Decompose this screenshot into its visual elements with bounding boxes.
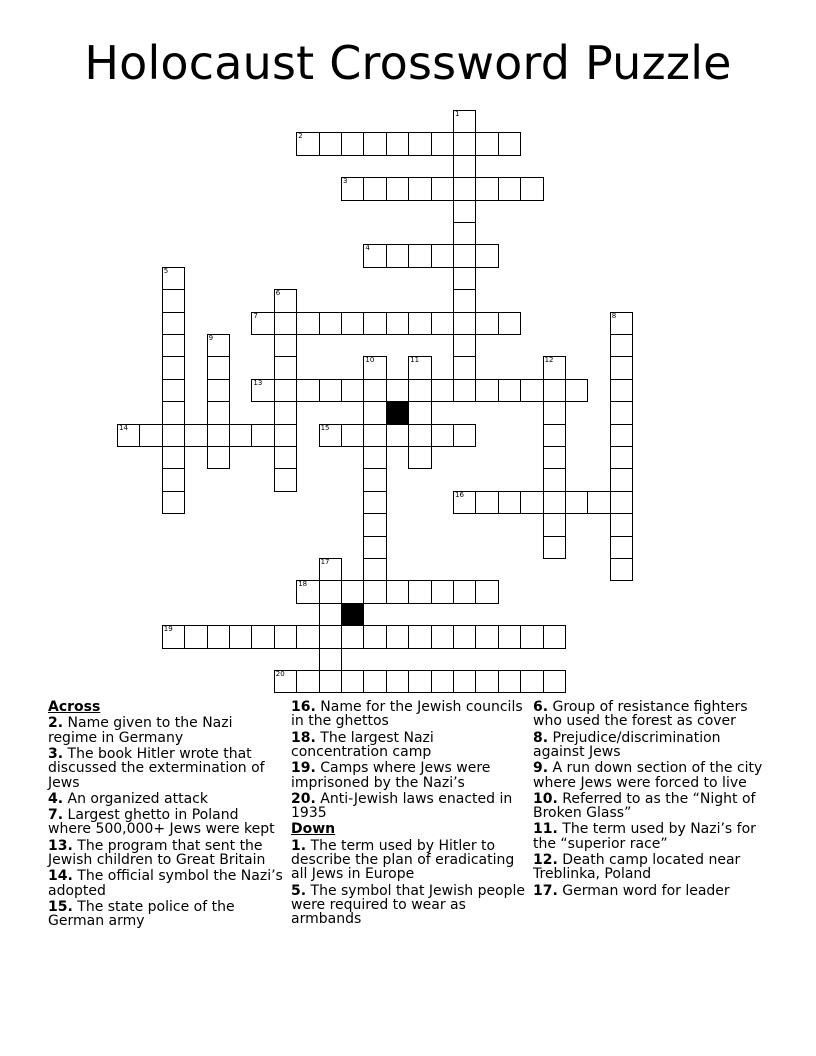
grid-cell[interactable]	[408, 424, 431, 447]
grid-cell[interactable]	[319, 379, 342, 402]
clue-text: Anti-Jewish laws enacted in 1935	[291, 790, 513, 822]
cell-number: 12	[544, 356, 554, 365]
grid-cell[interactable]	[475, 491, 498, 514]
clue-number: 15.	[48, 898, 73, 915]
grid-cell[interactable]	[184, 625, 207, 648]
clue-down-17	[533, 884, 768, 898]
grid-cell[interactable]	[408, 177, 431, 200]
clues-column-3	[533, 700, 768, 900]
grid-cell[interactable]	[341, 379, 364, 402]
grid-cell[interactable]	[543, 670, 566, 693]
clue-across-20	[291, 792, 531, 821]
grid-cell[interactable]	[162, 424, 185, 447]
grid-cell[interactable]	[274, 312, 297, 335]
cell-number: 5	[163, 266, 169, 275]
grid-cell[interactable]	[453, 334, 476, 357]
grid-cell[interactable]	[610, 401, 633, 424]
clue-across-4	[48, 792, 284, 806]
clue-number: 19.	[291, 760, 316, 777]
grid-cell[interactable]	[363, 625, 386, 648]
grid-cell[interactable]	[341, 625, 364, 648]
grid-cell[interactable]	[319, 558, 342, 581]
grid-cell[interactable]	[274, 401, 297, 424]
grid-cell[interactable]	[453, 200, 476, 223]
grid-cell[interactable]	[475, 312, 498, 335]
grid-cell[interactable]	[386, 424, 409, 447]
grid-cell[interactable]	[296, 625, 319, 648]
grid-cell[interactable]	[251, 625, 274, 648]
grid-cell[interactable]	[543, 424, 566, 447]
clue-number: 11.	[533, 821, 558, 838]
cell-number: 13	[253, 378, 263, 387]
clues-column-1	[48, 700, 284, 930]
clue-text: The state police of the German army	[48, 898, 235, 930]
grid-cell[interactable]	[520, 625, 543, 648]
grid-cell[interactable]	[543, 356, 566, 379]
grid-cell[interactable]	[610, 334, 633, 357]
grid-cell[interactable]	[610, 468, 633, 491]
grid-cell[interactable]	[610, 491, 633, 514]
clue-text: Name for the Jewish councils in the ghettos	[291, 699, 523, 730]
grid-cell[interactable]	[274, 379, 297, 402]
clue-text: Referred to as the “Night of Broken Glass”	[533, 790, 756, 822]
grid-cell[interactable]	[274, 446, 297, 469]
grid-cell[interactable]	[408, 356, 431, 379]
grid-cell[interactable]	[386, 625, 409, 648]
grid-cell-black	[341, 603, 364, 626]
grid-cell[interactable]	[543, 446, 566, 469]
grid-cell[interactable]	[386, 580, 409, 603]
grid-cell[interactable]	[162, 625, 185, 648]
clue-text: German word for leader	[562, 882, 730, 899]
cell-number: 19	[163, 625, 173, 634]
grid-cell[interactable]	[363, 356, 386, 379]
grid-cell[interactable]	[408, 244, 431, 267]
clue-down-5	[291, 884, 531, 927]
grid-cell[interactable]	[453, 110, 476, 133]
grid-cell[interactable]	[431, 580, 454, 603]
grid-cell[interactable]	[453, 222, 476, 245]
clue-text: The term used by Hitler to describe the plan of eradicating all Jews in Europe	[291, 837, 515, 883]
grid-cell[interactable]	[207, 446, 230, 469]
grid-cell[interactable]	[520, 491, 543, 514]
grid-cell[interactable]	[386, 132, 409, 155]
grid-cell[interactable]	[363, 312, 386, 335]
grid-cell[interactable]	[363, 468, 386, 491]
clue-down-6	[533, 700, 768, 729]
grid-cell[interactable]	[363, 244, 386, 267]
grid-cell[interactable]	[610, 513, 633, 536]
grid-cell[interactable]	[162, 356, 185, 379]
grid-cell[interactable]	[274, 289, 297, 312]
grid-cell[interactable]	[431, 670, 454, 693]
clue-across-7	[48, 808, 284, 837]
grid-cell[interactable]	[408, 446, 431, 469]
grid-cell[interactable]	[543, 401, 566, 424]
grid-cell[interactable]	[565, 491, 588, 514]
clue-number: 10.	[533, 790, 558, 807]
grid-cell[interactable]	[386, 244, 409, 267]
clue-number: 8.	[533, 729, 549, 746]
clue-number: 18.	[291, 729, 316, 746]
grid-cell[interactable]	[408, 625, 431, 648]
grid-cell[interactable]	[431, 312, 454, 335]
grid-cell[interactable]	[610, 356, 633, 379]
cell-number: 20	[275, 670, 285, 678]
grid-cell[interactable]	[475, 132, 498, 155]
grid-cell[interactable]	[319, 424, 342, 447]
grid-cell[interactable]	[363, 580, 386, 603]
grid-cell[interactable]	[610, 536, 633, 559]
grid-cell[interactable]	[453, 155, 476, 178]
grid-cell[interactable]	[431, 244, 454, 267]
clue-number: 1.	[291, 837, 307, 854]
clue-across-19	[291, 761, 531, 790]
grid-cell[interactable]	[162, 379, 185, 402]
clue-across-18	[291, 731, 531, 760]
cell-number: 16	[455, 490, 464, 499]
grid-cell[interactable]	[296, 580, 319, 603]
grid-cell[interactable]	[363, 177, 386, 200]
grid-cell[interactable]	[341, 424, 364, 447]
cell-number: 2	[298, 132, 303, 141]
clue-text: The symbol that Jewish people were required to wear as armbands	[291, 882, 526, 928]
grid-cell[interactable]	[386, 312, 409, 335]
clue-text: Group of resistance fighters who used the forest as cover	[533, 699, 748, 730]
grid-cell[interactable]	[475, 244, 498, 267]
grid-cell[interactable]	[453, 132, 476, 155]
grid-cell[interactable]	[543, 379, 566, 402]
grid-cell[interactable]	[386, 670, 409, 693]
grid-cell[interactable]	[520, 177, 543, 200]
grid-cell[interactable]	[543, 536, 566, 559]
grid-cell[interactable]	[363, 132, 386, 155]
grid-cell[interactable]	[162, 267, 185, 290]
cell-number: 4	[365, 244, 370, 253]
grid-cell[interactable]	[431, 177, 454, 200]
grid-cell[interactable]	[543, 491, 566, 514]
grid-cell[interactable]	[162, 468, 185, 491]
clue-text: The official symbol the Nazi’s adopted	[48, 868, 283, 899]
grid-cell[interactable]	[453, 244, 476, 267]
grid-cell[interactable]	[274, 468, 297, 491]
clue-number: 3.	[48, 745, 64, 762]
cell-number: 8	[611, 311, 617, 320]
grid-cell[interactable]	[543, 468, 566, 491]
grid-cell[interactable]	[341, 177, 364, 200]
grid-cell[interactable]	[319, 603, 342, 626]
grid-cell[interactable]	[408, 379, 431, 402]
grid-cell[interactable]	[296, 312, 319, 335]
cell-number: 7	[253, 311, 258, 320]
grid-cell[interactable]	[475, 379, 498, 402]
clue-number: 12.	[533, 852, 558, 869]
cell-number: 1	[455, 110, 460, 118]
clue-down-8	[533, 731, 768, 760]
clue-number: 6.	[533, 699, 549, 715]
clue-across-3	[48, 747, 284, 790]
grid-cell[interactable]	[207, 379, 230, 402]
grid-cell[interactable]	[162, 312, 185, 335]
grid-cell[interactable]	[363, 491, 386, 514]
grid-cell[interactable]	[610, 379, 633, 402]
grid-cell[interactable]	[363, 536, 386, 559]
grid-cell[interactable]	[408, 401, 431, 424]
grid-cell[interactable]	[475, 670, 498, 693]
grid-cell[interactable]	[162, 289, 185, 312]
grid-cell[interactable]	[363, 379, 386, 402]
grid-cell[interactable]	[386, 379, 409, 402]
grid-cell[interactable]	[587, 491, 610, 514]
grid-cell[interactable]	[363, 558, 386, 581]
grid-cell[interactable]	[341, 670, 364, 693]
grid-cell[interactable]	[363, 424, 386, 447]
grid-cell[interactable]	[610, 424, 633, 447]
grid-cell[interactable]	[139, 424, 162, 447]
grid-cell[interactable]	[341, 312, 364, 335]
clue-text: The book Hitler wrote that discussed the extermination of Jews	[48, 745, 265, 791]
grid-cell[interactable]	[498, 491, 521, 514]
grid-cell[interactable]	[363, 513, 386, 536]
clue-number: 16.	[291, 699, 316, 715]
grid-cell[interactable]	[207, 424, 230, 447]
grid-cell[interactable]	[274, 670, 297, 693]
grid-cell[interactable]	[453, 424, 476, 447]
grid-cell[interactable]	[363, 670, 386, 693]
clue-across-16	[291, 700, 531, 729]
clue-down-1	[291, 839, 531, 882]
clues-column-2	[291, 700, 531, 929]
clue-number: 7.	[48, 807, 64, 824]
clue-text: Camps where Jews were imprisoned by the Nazi’s	[291, 760, 491, 791]
clue-text: The largest Nazi concentration camp	[291, 729, 434, 761]
grid-cell[interactable]	[162, 334, 185, 357]
cell-number: 9	[208, 334, 214, 342]
clue-number: 17.	[533, 882, 558, 899]
grid-cell[interactable]	[162, 491, 185, 514]
grid-cell[interactable]	[319, 625, 342, 648]
cell-number: 15	[320, 423, 330, 432]
grid-cell[interactable]	[229, 625, 252, 648]
cell-number: 3	[343, 177, 348, 186]
clue-number: 2.	[48, 715, 64, 732]
grid-cell[interactable]	[341, 132, 364, 155]
clue-number: 4.	[48, 790, 64, 807]
grid-cell[interactable]	[520, 670, 543, 693]
grid-cell[interactable]	[543, 625, 566, 648]
grid-cell[interactable]	[453, 580, 476, 603]
clue-number: 5.	[291, 882, 307, 899]
grid-cell[interactable]	[475, 177, 498, 200]
grid-cell[interactable]	[319, 312, 342, 335]
grid-cell[interactable]	[274, 334, 297, 357]
clue-number: 13.	[48, 837, 73, 854]
grid-cell[interactable]	[319, 132, 342, 155]
clue-text: An organized attack	[67, 790, 208, 807]
cell-number: 10	[365, 356, 375, 365]
grid-cell[interactable]	[162, 446, 185, 469]
grid-cell[interactable]	[498, 132, 521, 155]
grid-cell[interactable]	[565, 379, 588, 402]
grid-cell[interactable]	[319, 670, 342, 693]
across-heading: Across	[48, 699, 101, 715]
clue-text: The program that sent the Jewish children to Great Britain	[48, 837, 266, 869]
grid-cell[interactable]	[498, 379, 521, 402]
grid-cell[interactable]	[475, 580, 498, 603]
grid-cell[interactable]	[453, 491, 476, 514]
grid-cell[interactable]	[117, 424, 140, 447]
grid-cell[interactable]	[610, 312, 633, 335]
clue-across-13	[48, 839, 284, 868]
grid-cell[interactable]	[363, 446, 386, 469]
clue-across-2	[48, 716, 284, 745]
grid-cell[interactable]	[431, 625, 454, 648]
grid-cell[interactable]	[363, 401, 386, 424]
grid-cell[interactable]	[431, 132, 454, 155]
grid-cell[interactable]	[184, 424, 207, 447]
grid-cell[interactable]	[207, 334, 230, 357]
grid-cell[interactable]	[610, 558, 633, 581]
grid-cell[interactable]	[274, 625, 297, 648]
down-heading: Down	[291, 821, 336, 838]
clue-down-11	[533, 822, 768, 851]
grid-cell[interactable]	[296, 379, 319, 402]
clue-text: The term used by Nazi’s for the “superior race”	[533, 821, 756, 852]
grid-cell[interactable]	[341, 580, 364, 603]
grid-cell[interactable]	[408, 580, 431, 603]
grid-cell[interactable]	[610, 446, 633, 469]
clue-across-15	[48, 900, 284, 929]
grid-cell[interactable]	[498, 177, 521, 200]
grid-cell[interactable]	[453, 177, 476, 200]
clue-text: Largest ghetto in Poland where 500,000+ Jews were kept	[48, 807, 275, 838]
clue-text: Prejudice/discrimination against Jews	[533, 729, 721, 761]
grid-cell[interactable]	[498, 625, 521, 648]
clue-down-9	[533, 761, 768, 790]
clue-text: Death camp located near Treblinka, Poland	[533, 852, 741, 883]
grid-cell[interactable]	[475, 625, 498, 648]
grid-cell[interactable]	[251, 312, 274, 335]
grid-cell[interactable]	[408, 132, 431, 155]
grid-cell[interactable]	[296, 132, 319, 155]
clue-text: Name given to the Nazi regime in Germany	[48, 715, 233, 746]
cell-number: 6	[275, 289, 281, 298]
cell-number: 14	[119, 423, 128, 432]
clue-number: 20.	[291, 790, 316, 807]
clue-number: 14.	[48, 868, 73, 885]
grid-cell-black	[386, 401, 409, 424]
grid-cell[interactable]	[319, 580, 342, 603]
grid-cell[interactable]	[296, 670, 319, 693]
grid-cell[interactable]	[162, 401, 185, 424]
grid-cell[interactable]	[229, 424, 252, 447]
grid-cell[interactable]	[274, 356, 297, 379]
clue-down-12	[533, 853, 768, 882]
grid-cell[interactable]	[520, 379, 543, 402]
grid-cell[interactable]	[207, 401, 230, 424]
grid-cell[interactable]	[453, 356, 476, 379]
grid-cell[interactable]	[274, 424, 297, 447]
grid-cell[interactable]	[408, 670, 431, 693]
grid-cell[interactable]	[453, 289, 476, 312]
clue-across-14	[48, 869, 284, 898]
page-title: Holocaust Crossword Puzzle	[84, 36, 732, 90]
grid-cell[interactable]	[431, 379, 454, 402]
cell-number: 17	[320, 558, 330, 566]
grid-cell[interactable]	[386, 177, 409, 200]
clue-down-10	[533, 792, 768, 821]
cell-number: 18	[298, 580, 308, 589]
grid-cell[interactable]	[453, 625, 476, 648]
grid-cell[interactable]	[431, 424, 454, 447]
grid-cell[interactable]	[319, 648, 342, 671]
grid-cell[interactable]	[207, 625, 230, 648]
clue-text: A run down section of the city where Jews were forced to live	[533, 760, 763, 791]
cell-number: 11	[410, 356, 420, 365]
grid-cell[interactable]	[453, 312, 476, 335]
grid-cell[interactable]	[498, 312, 521, 335]
grid-cell[interactable]	[251, 424, 274, 447]
grid-cell[interactable]	[408, 312, 431, 335]
clue-number: 9.	[533, 760, 549, 777]
grid-cell[interactable]	[251, 379, 274, 402]
grid-cell[interactable]	[453, 267, 476, 290]
grid-cell[interactable]	[453, 379, 476, 402]
grid-cell[interactable]	[453, 670, 476, 693]
grid-cell[interactable]	[498, 670, 521, 693]
grid-cell[interactable]	[543, 513, 566, 536]
grid-cell[interactable]	[207, 356, 230, 379]
